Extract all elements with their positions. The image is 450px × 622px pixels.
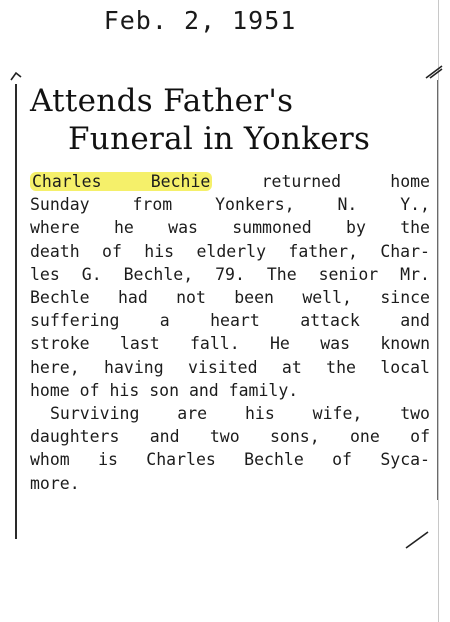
- body-line-9: here, having visited at the local: [30, 357, 430, 377]
- body-line-4: death of his elderly father, Char-: [30, 241, 430, 261]
- cut-mark-top-left-icon: [10, 70, 24, 82]
- body-line-2: Sunday from Yonkers, N. Y.,: [30, 195, 430, 215]
- date-stamp: Feb. 2, 1951: [103, 6, 297, 35]
- body-line-3: where he was summoned by the: [30, 218, 430, 238]
- cut-mark-top-right-icon: [424, 64, 444, 80]
- body-line-1-rest: returned home: [212, 172, 430, 191]
- clipping-right-edge: [437, 80, 438, 500]
- body-line-5: les G. Bechle, 79. The senior Mr.: [30, 264, 430, 284]
- clipping-left-edge: [15, 84, 17, 539]
- headline-line-2: Funeral in Yonkers: [68, 121, 371, 157]
- body-line-8: stroke last fall. He was known: [30, 334, 430, 354]
- body-line-6: Bechle had not been well, since: [30, 288, 430, 308]
- highlighted-name: Charles Bechie: [32, 172, 211, 191]
- article-body: [30, 170, 430, 495]
- body-line-12: daughters and two sons, one of: [30, 427, 430, 447]
- body-line-10: home of his son and family.: [30, 380, 299, 400]
- body-line-11: Surviving are his wife, two: [50, 404, 430, 424]
- cut-mark-bottom-right-icon: [404, 530, 430, 550]
- body-line-1: [30, 170, 430, 193]
- body-line-14: more.: [30, 473, 80, 493]
- headline-line-1: Attends Father's: [30, 83, 294, 119]
- body-line-7: suffering a heart attack and: [30, 311, 430, 331]
- body-line-13: whom is Charles Bechle of Syca-: [30, 450, 430, 470]
- article-headline: [30, 82, 430, 158]
